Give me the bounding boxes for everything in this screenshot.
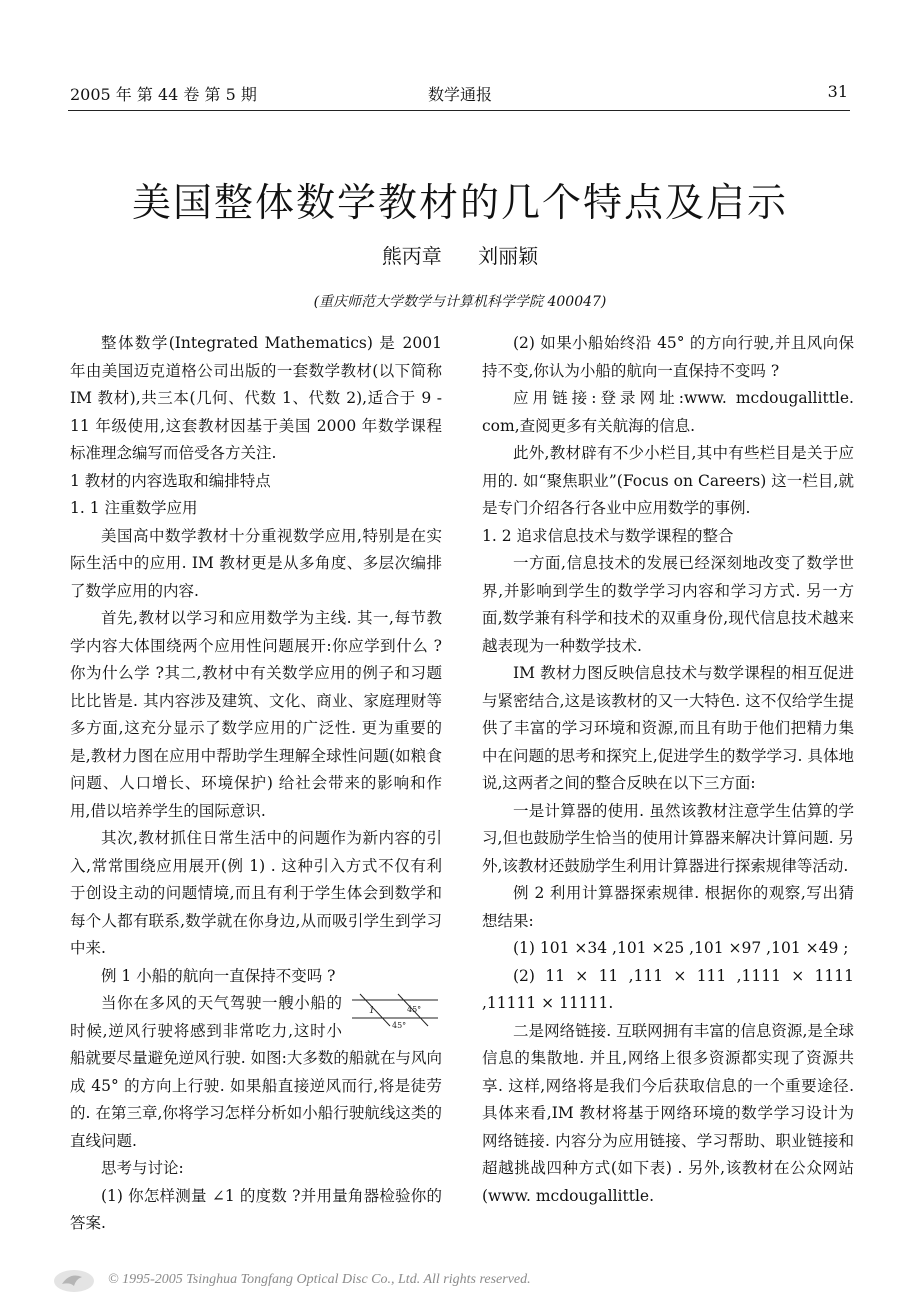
- paragraph: 一方面,信息技术的发展已经深刻地改变了数学世界,并影响到学生的数学学习内容和学习方式. 另一方面,数学兼有科学和技术的双重身份,现代信息技术越来越表现为一种数学技术.: [482, 554, 854, 655]
- formula-line: (1) 101 ×34 ,101 ×25 ,101 ×97 ,101 ×49 ;: [513, 939, 849, 957]
- course-line-1: [360, 994, 390, 1026]
- figure-drawing: [350, 992, 440, 1030]
- paragraph: 整体数学(Integrated Mathematics) 是 2001 年由美国迈克道格公司出版的一套数学教材(以下简称 IM 教材),共三本(几何、代数 1、代数 2),适合于 9 - 11 年级使用,这套教材因基于美国 2000 年数学课程标准理念编写而倍受各方关注.: [70, 334, 442, 462]
- page-number: 31: [827, 82, 848, 101]
- paragraph: 二是网络链接. 互联网拥有丰富的信息资源,是全球信息的集散地. 并且,网络上很多资源都实现了资源共享. 这样,网络将是我们今后获取信息的一个重要途径. 具体来看,IM 教材将基于网络环境的数学学习设计为网络链接. 内容分为应用链接、学习帮助、职业链接和超越挑战四种方式(如下表) . 另外,该教材在公众网站(www. mcdougallittle.: [482, 1021, 854, 1205]
- subsection-heading: 1. 1 注重数学应用: [70, 499, 198, 517]
- running-header: [70, 82, 848, 108]
- paragraph: 美国高中数学教材十分重视数学应用,特别是在实际生活中的应用. IM 教材更是从多角度、多层次编排了数学应用的内容.: [70, 526, 442, 600]
- paragraph: 应用链接:登录网址:www. mcdougallittle. com,查阅更多有关航海的信息.: [482, 389, 854, 435]
- article-title: 美国整体数学教材的几个特点及启示: [131, 181, 788, 226]
- paragraph: 此外,教材辟有不少小栏目,其中有些栏目是关于应用的. 如“聚焦职业”(Focus on Careers) 这一栏目,就是专门介绍各行各业中应用数学的事例.: [482, 444, 854, 517]
- subsection-heading: 1. 2 追求信息技术与数学课程的整合: [482, 526, 734, 545]
- article-authors: 熊丙章 刘丽颖: [381, 244, 539, 268]
- paragraph: 首先,教材以学习和应用数学为主线. 其一,每节教学内容大体围绕两个应用性问题展开:你应学到什么 ?你为什么学 ?其二,教材中有关数学应用的例子和习题比比皆是. 其内容涉及建筑、文化、商业、家庭理财等多方面,这充分显示了数学应用的广泛性. 更为重要的是,教材力图在应用中帮助学生理解全球性问题(如粮食问题、人口增长、环境保护) 给社会带来的影响和作用,借以培养学生的国际意识.: [70, 609, 442, 820]
- paragraph: 一是计算器的使用. 虽然该教材注意学生估算的学习,但也鼓励学生恰当的使用计算器来解决计算问题. 另外,该教材还鼓励学生利用计算器进行探索规律等活动.: [482, 801, 854, 875]
- formula-line: (2) 11 × 11 ,111 × 111 ,1111 × 1111 ,11111 × 11111.: [482, 966, 854, 1012]
- page-footer: [52, 1268, 880, 1298]
- paragraph: IM 教材力图反映信息技术与数学课程的相互促进与紧密结合,这是该教材的又一大特色. 这不仅给学生提供了丰富的学习环境和资源,而且有助于他们把精力集中在问题的思考和探究上,促进学生的数学学习. 具体地说,这两者之间的整合反映在以下三方面:: [482, 664, 854, 792]
- paragraph: 其次,教材抓住日常生活中的问题作为新内容的引入,常常围绕应用展开(例 1) . 这种引入方式不仅有利于创设主动的问题情境,而且有利于学生体会到数学和每个人都有联系,数学就在你身边,从而吸引学生到学习中来.: [70, 829, 442, 957]
- angle-label-45-top: 45°: [407, 1005, 422, 1014]
- sailboat-angle-figure: [350, 992, 440, 1030]
- journal-issue: 2005 年 第 44 卷 第 5 期: [70, 85, 257, 104]
- paragraph: 思考与讨论:: [101, 1159, 184, 1177]
- header-rule: [68, 110, 850, 111]
- copyright-notice: © 1995-2005 Tsinghua Tongfang Optical Disc Co., Ltd. All rights reserved.: [108, 1272, 531, 1287]
- example-heading: 例 2 利用计算器探索规律. 根据你的观察,写出猜想结果:: [482, 884, 854, 930]
- angle-label-45-bottom: 45°: [392, 1021, 407, 1030]
- paragraph: (1) 你怎样测量 ∠1 的度数 ?并用量角器检验你的答案.: [70, 1186, 442, 1232]
- section-heading: 1 教材的内容选取和编排特点: [70, 471, 271, 490]
- right-column: [482, 330, 854, 1210]
- paragraph: 当你在多风的天气驾驶一艘小船的时候,逆风行驶将感到非常吃力,这时小船就要尽量避免逆风行驶. 如图:大多数的船就在与风向成 45° 的方向上行驶. 如果船直接逆风而行,将是徒劳的. 在第三章,你将学习怎样分析如小船行驶航线这类的直线问题.: [70, 994, 442, 1150]
- angle-label-1: 1: [369, 1006, 375, 1016]
- left-column: [70, 330, 442, 1238]
- example-heading: 例 1 小船的航向一直保持不变吗 ?: [101, 966, 336, 985]
- paragraph: (2) 如果小船始终沿 45° 的方向行驶,并且风向保持不变,你认为小船的航向一直保持不变吗 ?: [482, 334, 854, 380]
- author-affiliation: (重庆师范大学数学与计算机科学学院 400047): [313, 294, 607, 310]
- journal-name: 数学通报: [428, 85, 493, 104]
- publisher-logo-icon: [52, 1268, 100, 1294]
